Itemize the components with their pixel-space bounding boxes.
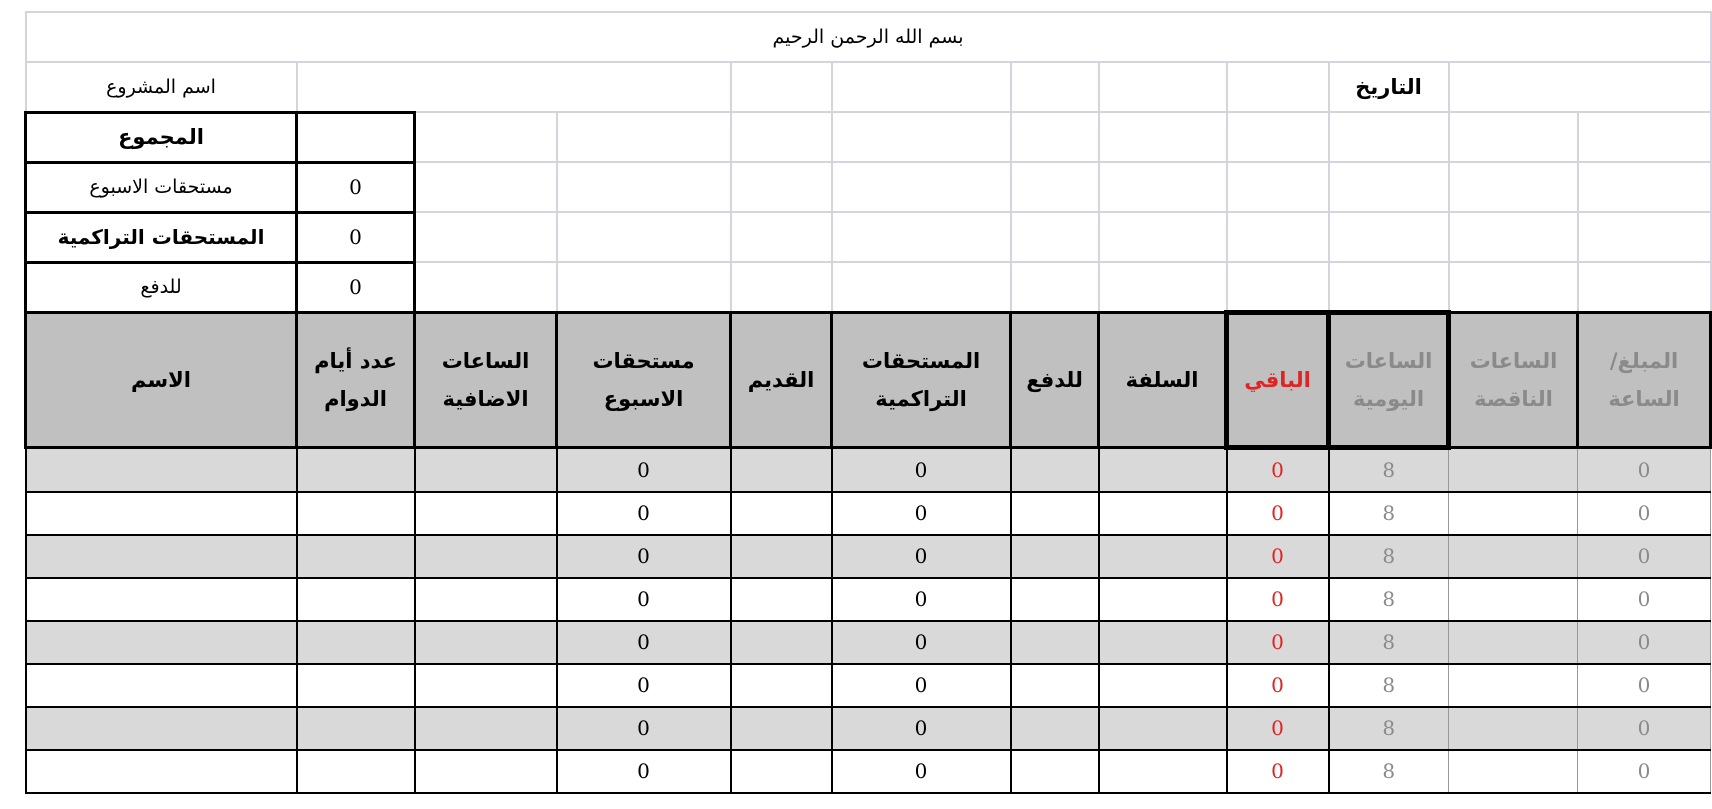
header-work-days: عدد أيام الدوام [297,312,415,447]
cell-overtime-hours[interactable] [415,578,557,621]
cell-name[interactable] [26,535,297,578]
cell[interactable] [1227,212,1329,262]
cell[interactable] [1011,162,1099,212]
cell-overtime-hours[interactable] [415,535,557,578]
cell[interactable] [1011,262,1099,312]
cell-cumulative-dues[interactable]: 0 [832,664,1011,707]
cell[interactable] [1329,212,1449,262]
cell-remaining[interactable]: 0 [1227,492,1329,535]
cell-name[interactable] [26,750,297,793]
cell[interactable] [1449,62,1711,112]
cell[interactable] [415,112,557,162]
cell[interactable] [832,262,1011,312]
header-cumulative-dues: المستحقات التراكمية [832,312,1011,447]
header-remaining: الباقي [1227,312,1329,447]
cell-remaining[interactable]: 0 [1227,621,1329,664]
cell-to-pay[interactable] [1011,621,1099,664]
cell-missing-hours[interactable] [1449,447,1578,492]
cell-weekly-dues[interactable]: 0 [557,492,731,535]
cell[interactable] [1449,262,1578,312]
cell[interactable] [731,212,832,262]
to-pay-label: للدفع [26,262,297,312]
cell-rate-per-hour[interactable]: 0 [1578,621,1711,664]
cell-advance[interactable] [1099,578,1227,621]
cell-work-days[interactable] [297,750,415,793]
cell-remaining[interactable]: 0 [1227,750,1329,793]
cell[interactable] [557,162,731,212]
cell-advance[interactable] [1099,750,1227,793]
table-row [26,535,1711,578]
table-row [26,621,1711,664]
cell[interactable] [1578,112,1711,162]
cell-rate-per-hour[interactable]: 0 [1578,664,1711,707]
cell-overtime-hours[interactable] [415,750,557,793]
cumulative-dues-label: المستحقات التراكمية [26,212,297,262]
cell-rate-per-hour[interactable]: 0 [1578,535,1711,578]
cell-work-days[interactable] [297,664,415,707]
cell[interactable] [557,262,731,312]
cell-name[interactable] [26,492,297,535]
cell-cumulative-dues[interactable]: 0 [832,707,1011,750]
cell[interactable] [832,162,1011,212]
cell[interactable] [557,212,731,262]
cell-to-pay[interactable] [1011,578,1099,621]
cell-missing-hours[interactable] [1449,492,1578,535]
cell-old-balance[interactable] [731,621,832,664]
cell[interactable] [415,212,557,262]
cell-weekly-dues[interactable]: 0 [557,578,731,621]
header-advance: السلفة [1099,312,1227,447]
cell-missing-hours[interactable] [1449,750,1578,793]
cell-remaining[interactable]: 0 [1227,578,1329,621]
cell[interactable] [1011,112,1099,162]
cell-remaining[interactable]: 0 [1227,535,1329,578]
table-row [26,447,1711,492]
cell-weekly-dues[interactable]: 0 [557,750,731,793]
cell-name[interactable] [26,447,297,492]
cell-work-days[interactable] [297,447,415,492]
cell-old-balance[interactable] [731,750,832,793]
cell[interactable] [1329,112,1449,162]
cell-rate-per-hour[interactable]: 0 [1578,578,1711,621]
cell[interactable] [1099,62,1227,112]
cell-old-balance[interactable] [731,707,832,750]
cell-overtime-hours[interactable] [415,492,557,535]
cell[interactable] [1099,212,1227,262]
header-to-pay: للدفع [1011,312,1099,447]
cell-name[interactable] [26,578,297,621]
cell-remaining[interactable]: 0 [1227,707,1329,750]
cell-daily-hours[interactable]: 8 [1329,578,1449,621]
cell-overtime-hours[interactable] [415,707,557,750]
cell[interactable] [1227,162,1329,212]
cell-old-balance[interactable] [731,578,832,621]
cell[interactable] [415,162,557,212]
cell-weekly-dues[interactable]: 0 [557,621,731,664]
cell-work-days[interactable] [297,535,415,578]
cell[interactable] [1099,112,1227,162]
cell-missing-hours[interactable] [1449,535,1578,578]
cell[interactable] [731,112,832,162]
cell[interactable] [1578,262,1711,312]
cell[interactable] [1449,212,1578,262]
cell-overtime-hours[interactable] [415,664,557,707]
cell-to-pay[interactable] [1011,707,1099,750]
cell-old-balance[interactable] [731,535,832,578]
cell-missing-hours[interactable] [1449,578,1578,621]
basmala-title: بسم الله الرحمن الرحيم [26,12,1711,62]
header-old-balance: القديم [731,312,832,447]
cell[interactable] [731,62,832,112]
cell-rate-per-hour[interactable]: 0 [1578,492,1711,535]
cell-cumulative-dues[interactable]: 0 [832,621,1011,664]
weekly-dues-label: مستحقات الاسبوع [26,162,297,212]
cell[interactable] [1011,212,1099,262]
table-row [26,492,1711,535]
cell[interactable] [1578,212,1711,262]
cell-work-days[interactable] [297,621,415,664]
cell-work-days[interactable] [297,492,415,535]
cell-daily-hours[interactable]: 8 [1329,535,1449,578]
summary-heading: المجموع [26,112,297,162]
cell-advance[interactable] [1099,492,1227,535]
cell-missing-hours[interactable] [1449,664,1578,707]
cell-name[interactable] [26,621,297,664]
cell-daily-hours[interactable]: 8 [1329,750,1449,793]
summary-total-value[interactable] [297,112,415,162]
cell[interactable] [1449,162,1578,212]
cell[interactable] [1099,262,1227,312]
cumulative-dues-value[interactable]: 0 [297,212,415,262]
cell-name[interactable] [26,664,297,707]
cell-name[interactable] [26,707,297,750]
cell-daily-hours[interactable]: 8 [1329,707,1449,750]
cell-daily-hours[interactable]: 8 [1329,447,1449,492]
project-name-cell[interactable] [297,62,731,112]
cell-advance[interactable] [1099,621,1227,664]
cell[interactable] [731,262,832,312]
table-row [26,578,1711,621]
cell-advance[interactable] [1099,664,1227,707]
cell-old-balance[interactable] [731,492,832,535]
header-rate-per-hour: المبلغ/ الساعة [1578,312,1711,447]
header-missing-hours: الساعات الناقصة [1449,312,1578,447]
cell-weekly-dues[interactable]: 0 [557,664,731,707]
weekly-dues-value[interactable]: 0 [297,162,415,212]
cell-old-balance[interactable] [731,664,832,707]
cell-remaining[interactable]: 0 [1227,447,1329,492]
cell[interactable] [832,112,1011,162]
cell-daily-hours[interactable]: 8 [1329,621,1449,664]
cell-advance[interactable] [1099,707,1227,750]
cell-daily-hours[interactable]: 8 [1329,492,1449,535]
cell-to-pay[interactable] [1011,750,1099,793]
cell-work-days[interactable] [297,578,415,621]
table-row [26,750,1711,793]
cell[interactable] [1578,162,1711,212]
table-row [26,664,1711,707]
cell-remaining[interactable]: 0 [1227,664,1329,707]
cell[interactable] [1011,62,1099,112]
cell-to-pay[interactable] [1011,447,1099,492]
cell-cumulative-dues[interactable]: 0 [832,750,1011,793]
cell[interactable] [1329,262,1449,312]
date-value-cell[interactable] [1227,62,1329,112]
cell-weekly-dues[interactable]: 0 [557,707,731,750]
to-pay-value[interactable]: 0 [297,262,415,312]
header-overtime-hours: الساعات الاضافية [415,312,557,447]
cell-overtime-hours[interactable] [415,447,557,492]
payroll-sheet [24,11,1712,794]
cell[interactable] [731,162,832,212]
cell[interactable] [1227,262,1329,312]
cell-weekly-dues[interactable]: 0 [557,535,731,578]
cell[interactable] [832,212,1011,262]
cell-to-pay[interactable] [1011,664,1099,707]
header-daily-hours: الساعات اليومية [1329,312,1449,447]
cell-missing-hours[interactable] [1449,707,1578,750]
cell-rate-per-hour[interactable]: 0 [1578,707,1711,750]
cell[interactable] [1227,112,1329,162]
cell[interactable] [557,112,731,162]
cell-advance[interactable] [1099,447,1227,492]
cell-to-pay[interactable] [1011,535,1099,578]
cell[interactable] [1329,162,1449,212]
cell-work-days[interactable] [297,707,415,750]
header-weekly-dues: مستحقات الاسبوع [557,312,731,447]
cell-rate-per-hour[interactable]: 0 [1578,750,1711,793]
cell-weekly-dues[interactable]: 0 [557,447,731,492]
cell-missing-hours[interactable] [1449,621,1578,664]
column-header-row [26,312,1711,447]
cell-rate-per-hour[interactable]: 0 [1578,447,1711,492]
cell[interactable] [1449,112,1578,162]
cell[interactable] [832,62,1011,112]
cell-cumulative-dues[interactable]: 0 [832,535,1011,578]
cell-advance[interactable] [1099,535,1227,578]
table-row [26,707,1711,750]
project-name-label: اسم المشروع [26,62,297,112]
cell-cumulative-dues[interactable]: 0 [832,492,1011,535]
cell-old-balance[interactable] [731,447,832,492]
cell-cumulative-dues[interactable]: 0 [832,578,1011,621]
cell-daily-hours[interactable]: 8 [1329,664,1449,707]
cell-cumulative-dues[interactable]: 0 [832,447,1011,492]
date-label: التاريخ [1329,62,1449,112]
cell[interactable] [415,262,557,312]
cell-overtime-hours[interactable] [415,621,557,664]
header-name: الاسم [26,312,297,447]
cell[interactable] [1099,162,1227,212]
cell-to-pay[interactable] [1011,492,1099,535]
